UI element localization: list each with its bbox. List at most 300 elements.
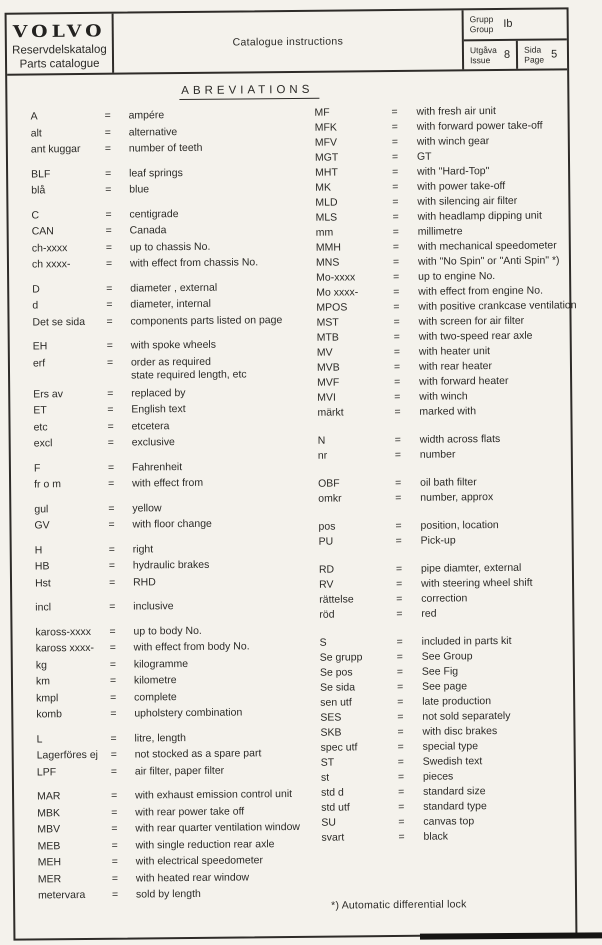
abbrev-term: MVI [317, 391, 336, 404]
abbrev-group [31, 163, 299, 199]
abbrev-term: MBK [37, 806, 61, 819]
equals-sign: = [108, 502, 115, 515]
abbrev-term: omkr [318, 492, 342, 505]
abbrev-row [34, 474, 302, 493]
abbrev-group [33, 336, 302, 452]
abbrev-meaning: inclusive [133, 600, 174, 613]
section-title-cell [114, 10, 465, 72]
abbrev-meaning: pipe diamter, external [420, 561, 522, 575]
abbrev-meaning: with exhaust emission control unit [135, 788, 293, 802]
abbrev-meaning: hydraulic brakes [132, 558, 210, 572]
equals-sign: = [391, 120, 398, 134]
abbrev-row [35, 572, 303, 591]
abbrev-term: MFK [314, 121, 337, 134]
equals-sign: = [397, 740, 404, 753]
equals-sign: = [393, 300, 400, 314]
abbrev-term: blå [31, 184, 46, 197]
abbrev-meaning: not sold separately [422, 709, 511, 723]
equals-sign: = [395, 534, 402, 547]
abbrev-row [34, 433, 302, 452]
equals-sign: = [104, 126, 111, 139]
issue-label [470, 45, 497, 65]
abbrev-term: HB [34, 560, 50, 573]
equals-sign: = [110, 691, 117, 704]
abbrev-meaning: Pick-up [420, 534, 456, 547]
abbrev-term: MF [314, 106, 330, 119]
abbrev-meaning: with heated rear window [135, 870, 250, 885]
abbrev-row [33, 352, 301, 386]
equals-sign: = [393, 360, 401, 374]
abbrev-term: ch-xxxx [31, 241, 68, 254]
abbrev-meaning: with effect from body No. [133, 640, 250, 654]
brand-block [7, 14, 115, 74]
abbrev-meaning: English text [131, 403, 186, 416]
abbrev-meaning: sold by length [135, 887, 201, 901]
equals-sign: = [394, 405, 401, 419]
issue-label-en: Issue [469, 54, 491, 66]
equals-sign: = [111, 822, 118, 835]
volvo-logo: VOLVO [12, 21, 106, 42]
abbrev-term: MAR [37, 790, 61, 803]
abbrev-term: MNS [315, 256, 340, 269]
group-label-sv: Grupp [469, 14, 494, 25]
equals-sign: = [104, 109, 111, 122]
group-cell [464, 9, 567, 40]
abbrev-term: Det se sida [32, 315, 86, 328]
equals-sign: = [398, 800, 405, 813]
equals-sign: = [111, 872, 119, 885]
abbrev-row [317, 403, 569, 420]
equals-sign: = [110, 707, 117, 720]
abbrev-term: incl [35, 601, 52, 614]
abbrev-group [32, 278, 300, 330]
abbrev-row [321, 828, 573, 845]
abbrev-meaning: replaced by [131, 386, 186, 400]
page-border-box [5, 7, 578, 940]
equals-sign: = [107, 436, 114, 449]
footnote: *) Automatic differential lock [331, 898, 467, 912]
equals-sign: = [105, 224, 112, 237]
abbrev-meaning: canvas top [423, 815, 475, 828]
abbrev-row [31, 180, 299, 199]
equals-sign: = [397, 770, 405, 783]
abbrev-meaning: with positive crankcase ventilation [418, 299, 577, 313]
abbrev-meaning: with floor change [132, 517, 212, 531]
equals-sign: = [106, 282, 113, 295]
abbrev-term: st [320, 771, 330, 784]
equals-sign: = [393, 285, 400, 299]
equals-sign: = [394, 448, 402, 462]
abbrev-meaning: blue [129, 183, 150, 196]
equals-sign: = [395, 476, 402, 490]
abbrev-meaning: oil bath filter [420, 476, 477, 489]
abbrev-meaning: etcetera [131, 419, 170, 433]
abbrev-term: märkt [317, 406, 344, 419]
equals-sign: = [392, 210, 399, 224]
page-cell [518, 40, 567, 69]
abbrev-meaning: late production [422, 695, 492, 708]
abbrev-row [36, 704, 304, 723]
abbrev-term: std d [321, 786, 344, 799]
abbrev-term: Hst [34, 576, 51, 589]
abbrev-meaning: yellow [132, 501, 162, 515]
abbrev-meaning: Canada [129, 224, 167, 237]
equals-sign: = [396, 577, 403, 590]
equals-sign: = [396, 650, 403, 663]
equals-sign: = [393, 345, 401, 359]
abbrev-meaning: See Fig [421, 665, 459, 678]
abbrev-group [37, 786, 306, 904]
equals-sign: = [108, 518, 115, 531]
abbrev-term: D [32, 282, 40, 295]
abbrev-meaning: leaf springs [129, 166, 183, 180]
abbrev-term: rättelse [319, 593, 354, 606]
abbrev-meaning: diameter, internal [130, 297, 211, 311]
abbrev-meaning: with forward heater [419, 374, 509, 388]
catalogue-subtitle [7, 44, 112, 72]
abbrev-meaning: alternative [128, 125, 178, 139]
abbrev-term: MER [37, 872, 62, 885]
equals-sign: = [108, 559, 116, 572]
abbrev-term: spec utf [320, 741, 358, 754]
equals-sign: = [107, 387, 114, 400]
abbrev-meaning: with mechanical speedometer [417, 239, 557, 253]
abbrev-term: kmpl [36, 691, 59, 704]
abbrev-meaning: order as required state required length, etc [131, 354, 301, 382]
page-label-en: Page [524, 54, 545, 65]
abbrev-term: kaross xxxx- [35, 641, 95, 655]
equals-sign: = [396, 592, 403, 605]
equals-sign: = [392, 195, 399, 209]
abbrev-term: MV [316, 346, 333, 359]
abbrev-meaning: with effect from [132, 476, 204, 490]
equals-sign: = [110, 765, 118, 778]
abbrev-meaning: with winch gear [416, 135, 490, 148]
abbrev-term: CAN [31, 225, 54, 238]
abbrev-meaning: with "Hard-Top" [417, 165, 490, 178]
abbrev-meaning: litre, length [134, 731, 186, 745]
equals-sign: = [106, 298, 113, 311]
abbrev-meaning: with fresh air unit [416, 105, 496, 118]
equals-sign: = [393, 315, 400, 329]
page-label [524, 44, 544, 64]
abbrev-meaning: complete [134, 690, 177, 704]
page-header [7, 9, 568, 75]
abbrev-meaning: See Group [421, 650, 473, 663]
abbrev-group [34, 457, 302, 493]
abbrev-group [35, 539, 303, 591]
abbrev-meaning: pieces [422, 770, 454, 783]
abbrev-term: komb [36, 708, 63, 721]
abbrev-meaning: standard type [423, 800, 487, 813]
abbrev-meaning: with screen for air filter [418, 314, 525, 328]
abbrev-term: pos [318, 520, 336, 533]
equals-sign: = [107, 420, 114, 433]
abbrev-meaning: with silencing air filter [417, 194, 518, 208]
abbrev-meaning: air filter, paper filter [134, 764, 225, 778]
issue-label-sv: Utgåva [469, 44, 497, 56]
abbrev-term: S [319, 636, 327, 649]
equals-sign: = [105, 183, 112, 196]
abbrev-term: ant kuggar [30, 143, 81, 156]
abbrev-meaning: included in parts kit [421, 634, 512, 648]
page-label-sv: Sida [524, 44, 542, 55]
abbrev-meaning-line2: state required length, etc [130, 367, 247, 382]
abbrev-term: MTB [316, 331, 339, 344]
abbrev-term: SES [320, 711, 342, 724]
abbrev-row [319, 532, 571, 549]
equals-sign: = [106, 356, 114, 369]
abbrev-term: gul [34, 502, 49, 515]
abbrev-term: Ers av [33, 387, 64, 400]
equals-sign: = [393, 270, 400, 284]
group-value: Ib [503, 18, 513, 31]
abbrev-term: MLD [315, 196, 338, 209]
abbrev-meaning: width across flats [419, 432, 501, 446]
equals-sign: = [396, 635, 403, 648]
equals-sign: = [392, 255, 400, 269]
equals-sign: = [109, 625, 116, 638]
equals-sign: = [397, 755, 404, 768]
equals-sign: = [111, 806, 118, 819]
equals-sign: = [108, 543, 115, 556]
abbrev-meaning: components parts listed on page [130, 313, 283, 328]
abbrev-term: MHT [315, 166, 338, 179]
abbrev-term: metervara [37, 888, 86, 902]
abbrev-term: Mo xxxx- [316, 286, 359, 299]
equals-sign: = [105, 241, 113, 254]
abbrev-meaning: correction [421, 592, 468, 605]
header-meta [464, 9, 568, 69]
equals-sign: = [105, 257, 113, 270]
equals-sign: = [105, 208, 112, 221]
equals-sign: = [391, 135, 399, 149]
abbrev-term: ET [33, 404, 47, 417]
equals-sign: = [392, 225, 399, 239]
abbrev-row [318, 446, 570, 463]
abbrev-meaning: RHD [132, 575, 156, 589]
abbrev-meaning: with effect from engine No. [418, 284, 544, 298]
abbrev-term: nr [317, 449, 328, 462]
abbrev-meaning: not stocked as a spare part [134, 747, 262, 761]
abbrev-term: PU [318, 535, 334, 548]
equals-sign: = [107, 461, 115, 474]
abbrev-meaning: with forward power take-off [416, 119, 543, 133]
group-label-en: Group [469, 24, 494, 35]
equals-sign: = [392, 165, 399, 179]
abbrev-group [318, 474, 570, 506]
scan-artifact [420, 932, 602, 939]
abbrev-group [314, 103, 577, 420]
abbrev-term: MFV [314, 136, 338, 149]
abbrev-term: RV [319, 578, 334, 591]
equals-sign: = [394, 390, 401, 404]
abbrev-term: Lagerföres ej [36, 748, 99, 762]
abbrev-term: MK [315, 181, 332, 194]
equals-sign: = [109, 658, 117, 671]
abbrev-group [34, 498, 302, 534]
section-title: Catalogue instructions [232, 34, 344, 49]
abbrev-meaning: with rear power take off [135, 804, 245, 819]
abbrev-term: d [32, 299, 39, 312]
abbrev-meaning: diameter , external [130, 281, 218, 295]
abbrev-meaning: position, location [420, 519, 499, 532]
abbrev-meaning: centigrade [129, 207, 179, 221]
equals-sign: = [396, 665, 404, 678]
abbrev-term: Se pos [319, 666, 353, 679]
abbrev-term: excl [33, 437, 53, 450]
abbrev-group [320, 633, 574, 845]
abbrev-meaning: marked with [419, 405, 477, 418]
equals-sign: = [108, 477, 115, 490]
abbrev-term: kg [35, 658, 47, 671]
abbrev-row [35, 597, 303, 616]
abbrev-term: MEH [37, 856, 62, 869]
issue-cell [464, 40, 518, 69]
abbrev-term: C [31, 208, 40, 221]
abbrev-term: ST [320, 756, 335, 769]
abbrev-term: SKB [320, 726, 342, 739]
equals-sign: = [108, 576, 116, 589]
equals-sign: = [395, 491, 402, 505]
abbrev-group [36, 728, 304, 780]
abbrev-term: erf [32, 356, 46, 369]
abbrev-row [319, 605, 571, 622]
equals-sign: = [397, 785, 405, 798]
page-number: 5 [551, 48, 558, 61]
equals-sign: = [397, 725, 404, 738]
abbrev-meaning: right [132, 542, 154, 556]
abbrev-meaning: with disc brakes [422, 725, 498, 738]
issue-page-row [464, 40, 567, 69]
equals-sign: = [398, 815, 405, 828]
subtitle-english: Parts catalogue [19, 57, 100, 71]
abbrev-group [319, 560, 572, 622]
equals-sign: = [110, 748, 117, 761]
abbrev-term: MPOS [316, 301, 348, 314]
abbrev-meaning: with rear heater [418, 360, 492, 373]
equals-sign: = [395, 562, 403, 575]
abbrev-row [34, 515, 302, 534]
abbrev-row [32, 254, 300, 273]
abbrev-row [37, 761, 305, 780]
equals-sign: = [391, 150, 399, 164]
abbrev-term: etc [33, 420, 48, 433]
equals-sign: = [393, 330, 400, 344]
abbrev-term: H [34, 543, 43, 556]
abbrev-meaning: with spoke wheels [130, 338, 217, 352]
abbrev-meaning: red [421, 607, 437, 620]
abbrev-group [35, 621, 304, 723]
abbrev-term: MVF [317, 376, 340, 389]
abbrev-term: MMH [315, 241, 341, 254]
abbrev-row [32, 311, 300, 330]
abbrev-term: SU [321, 816, 336, 829]
abbrev-term: L [36, 732, 43, 745]
abbrev-meaning: ampére [128, 109, 165, 122]
abbrev-term: RD [318, 563, 335, 576]
equals-sign: = [106, 339, 113, 352]
abbrev-meaning: number, approx [420, 491, 494, 504]
equals-sign: = [396, 680, 404, 693]
equals-sign: = [391, 105, 398, 119]
equals-sign: = [398, 830, 405, 843]
abbrev-meaning: number [419, 448, 456, 461]
abbrev-meaning: kilometre [133, 674, 177, 687]
page-title: ABREVIATIONS [179, 84, 319, 100]
equals-sign: = [109, 600, 116, 613]
equals-sign: = [107, 403, 114, 416]
equals-sign: = [397, 695, 404, 708]
abbrev-term: std utf [321, 801, 350, 814]
abbrev-meaning: with winch [419, 390, 468, 403]
issue-value: 8 [503, 48, 511, 61]
abbrev-group [31, 204, 300, 273]
subtitle-swedish: Reservdelskatalog [12, 43, 107, 57]
equals-sign: = [110, 732, 117, 745]
abbrev-row [318, 489, 570, 506]
abbrev-meaning: with electrical speedometer [135, 854, 263, 868]
abbrev-meaning: upholstery combination [134, 706, 243, 720]
equals-sign: = [111, 855, 118, 868]
abbrev-row [31, 139, 299, 158]
abbrev-meaning: with rear quarter ventilation window [135, 820, 301, 835]
title-row [7, 77, 567, 101]
abbrev-term: A [30, 110, 38, 123]
abbrev-group [35, 597, 303, 616]
abbrev-meaning: with single reduction rear axle [135, 837, 275, 852]
abbrev-group [318, 431, 570, 463]
abbrev-meaning: exclusive [131, 436, 175, 449]
abbrev-group [318, 517, 570, 549]
abbrev-meaning: with steering wheel shift [421, 576, 533, 590]
equals-sign: = [111, 789, 118, 802]
equals-sign: = [111, 839, 118, 852]
group-label [470, 14, 494, 34]
abbrev-term: sen utf [320, 696, 352, 709]
abbrev-meaning: up to engine No. [418, 270, 496, 283]
abbrev-term: N [317, 434, 326, 447]
abbrev-meaning: Swedish text [422, 755, 483, 768]
equals-sign: = [396, 607, 403, 620]
abbrev-term: svart [321, 831, 345, 844]
equals-sign: = [106, 315, 113, 328]
equals-sign: = [109, 674, 117, 687]
abbrev-term: mm [315, 226, 334, 239]
abbrev-meaning: with power take-off [417, 179, 506, 193]
abbrev-term: LPF [36, 765, 57, 778]
equals-sign: = [109, 641, 116, 654]
abbrev-meaning: with effect from chassis No. [129, 256, 259, 270]
abbrev-term: MBV [37, 823, 61, 836]
abbrev-meaning: with headlamp dipping unit [417, 209, 542, 223]
abbrev-term: kaross-xxxx [35, 625, 91, 638]
abbrev-term: röd [319, 608, 335, 621]
abbrev-meaning: with two-speed rear axle [418, 329, 533, 343]
abbrev-term: fr o m [34, 478, 61, 491]
abbrev-term: BLF [31, 167, 51, 180]
abbrev-meaning: GT [416, 150, 432, 163]
equals-sign: = [394, 433, 401, 447]
abbrev-term: Se grupp [319, 651, 363, 664]
equals-sign: = [111, 888, 119, 901]
abbreviations-column-left [30, 106, 306, 912]
abbrev-meaning: up to chassis No. [129, 240, 211, 254]
abbrev-meaning: kilogramme [133, 657, 189, 671]
abbrev-term: km [35, 675, 51, 688]
abbrev-term: MEB [37, 839, 61, 852]
abbrev-meaning: with "No Spin" or "Anti Spin" *) [417, 254, 560, 268]
